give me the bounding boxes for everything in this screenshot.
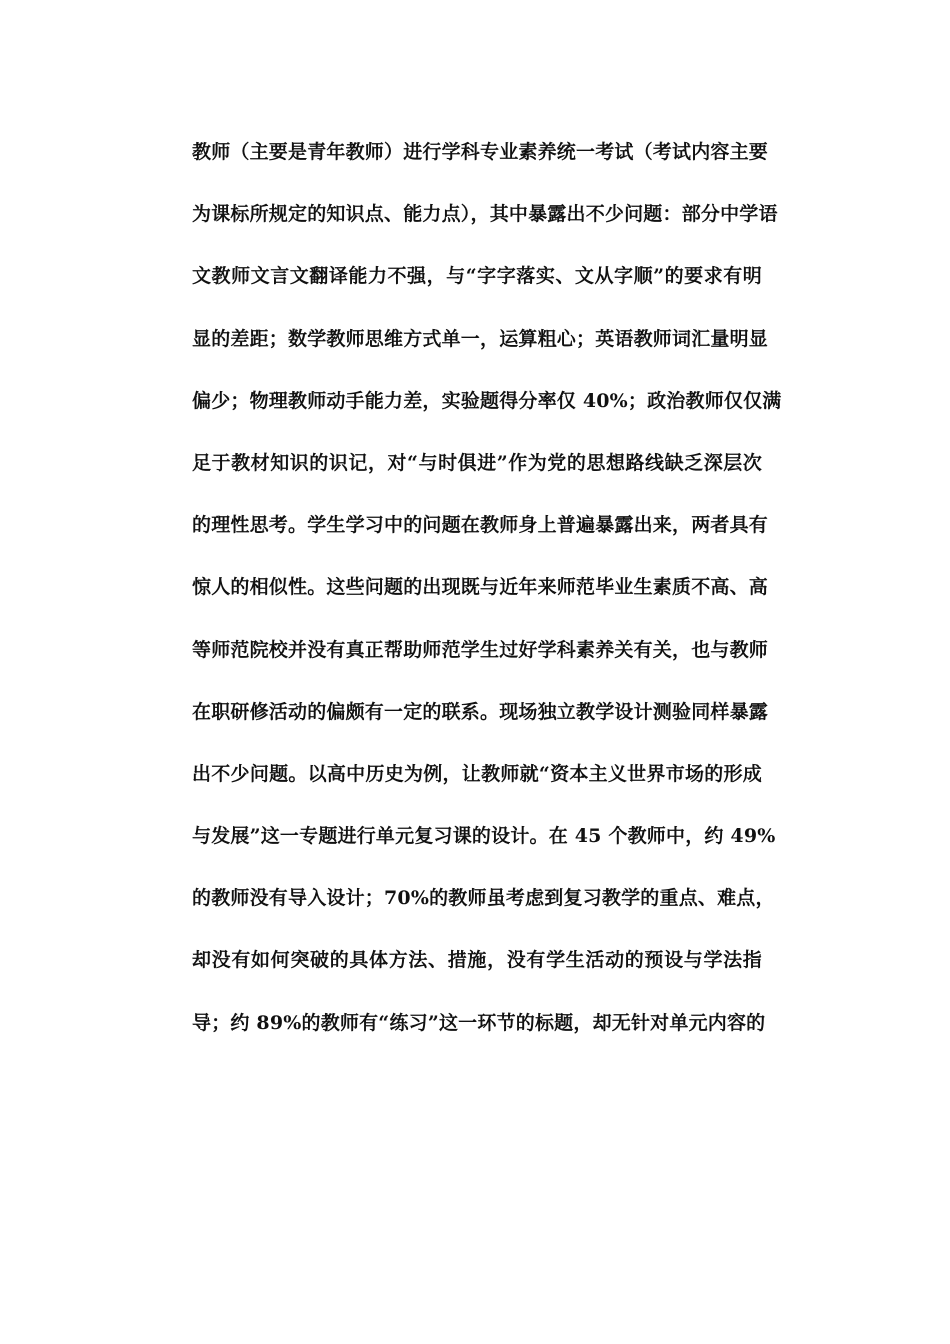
text-line-5: 偏少；物理教师动手能力差，实验题得分率仅 40%；政治教师仅仅满 — [192, 389, 782, 412]
text-line-15: 导；约 89%的教师有“练习”这一环节的标题，却无针对单元内容的 — [192, 1011, 766, 1034]
text-line-14: 却没有如何突破的具体方法、措施，没有学生活动的预设与学法指 — [192, 949, 762, 972]
text-line-13: 的教师没有导入设计；70%的教师虽考虑到复习教学的重点、难点， — [192, 887, 775, 910]
text-line-7: 的理性思考。学生学习中的问题在教师身上普遍暴露出来，两者具有 — [192, 514, 769, 537]
text-line-10: 在职研修活动的偏颇有一定的联系。现场独立教学设计测验同样暴露 — [192, 700, 769, 723]
text-line-12: 与发展”这一专题进行单元复习课的设计。在 45 个教师中，约 49% — [192, 825, 776, 848]
text-line-8: 惊人的相似性。这些问题的出现既与近年来师范毕业生素质不高、高 — [192, 576, 769, 599]
text-line-6: 足于教材知识的识记，对“与时俱进”作为党的思想路线缺乏深层次 — [192, 451, 762, 474]
text-line-11: 出不少问题。以高中历史为例，让教师就“资本主义世界市场的形成 — [192, 762, 762, 785]
text-line-1: 教师（主要是青年教师）进行学科专业素养统一考试（考试内容主要 — [192, 141, 769, 163]
text-line-3: 文教师文言文翻译能力不强，与“字字落实、文从字顺”的要求有明 — [192, 265, 762, 288]
text-line-4: 显的差距；数学教师思维方式单一，运算粗心；英语教师词汇量明显 — [192, 327, 769, 350]
text-line-2: 为课标所规定的知识点、能力点），其中暴露出不少问题：部分中学语 — [192, 203, 778, 226]
text-line-9: 等师范院校并没有真正帮助师范学生过好学科素养关有关，也与教师 — [192, 638, 769, 661]
body-paragraph — [192, 134, 782, 1067]
